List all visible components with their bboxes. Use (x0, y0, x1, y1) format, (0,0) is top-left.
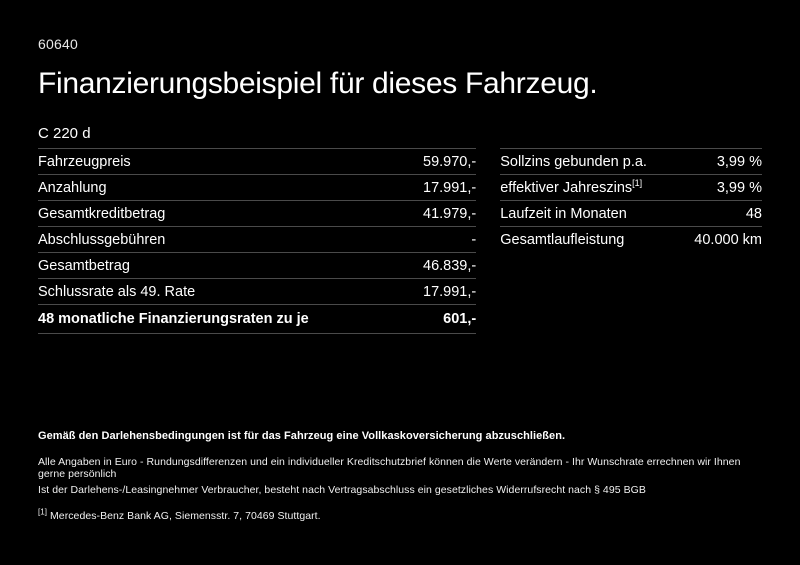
row-value: 3,99 % (716, 179, 762, 196)
footnote-reference (38, 507, 762, 522)
table-row (38, 226, 476, 252)
page-title: Finanzierungsbeispiel für dieses Fahrzeug. (38, 67, 598, 100)
row-value: 48 (745, 205, 762, 222)
row-label-text: effektiver Jahreszins (500, 179, 633, 196)
table-row (38, 200, 476, 226)
table-row (38, 174, 476, 200)
footnote-marker: [1] (632, 177, 643, 188)
finance-tables (38, 148, 762, 334)
monthly-rate-row (38, 304, 476, 334)
row-label: Gesamtbetrag (38, 257, 130, 274)
row-value: 59.970,- (423, 153, 477, 170)
finance-table-left (38, 148, 476, 334)
table-row (38, 278, 476, 304)
row-label: Gesamtkreditbetrag (38, 205, 166, 222)
row-label: Sollzins gebunden p.a. (500, 153, 647, 170)
row-value: 17.991,- (423, 283, 477, 300)
row-value: 40.000 km (694, 231, 762, 248)
footnote-insurance-note: Gemäß den Darlehensbedingungen ist für das Fahrzeug eine Vollkaskoversicherung abzuschließen. (38, 430, 566, 442)
finance-table-right (500, 148, 762, 252)
row-label: Gesamtlaufleistung (500, 231, 625, 248)
document-id: 60640 (38, 36, 78, 52)
footnote-line-2: Ist der Darlehens-/Leasingnehmer Verbraucher, besteht nach Vertragsabschluss ein gesetzliches Widerrufsrecht nach § 495 BGB (38, 484, 646, 496)
footnotes-block (38, 430, 762, 522)
row-label: Schlussrate als 49. Rate (38, 283, 196, 300)
footnote-reference-text: Mercedes-Benz Bank AG, Siemensstr. 7, 70469 Stuttgart. (50, 510, 321, 522)
row-label: Fahrzeugpreis (38, 153, 131, 170)
table-row (38, 148, 476, 174)
table-row (500, 148, 762, 174)
table-row (500, 226, 762, 252)
table-row (500, 200, 762, 226)
footnote-marker: [1] (38, 507, 48, 517)
table-row (38, 252, 476, 278)
row-label: Abschlussgebühren (38, 231, 166, 248)
row-label: Anzahlung (38, 179, 107, 196)
row-value: 601,- (443, 310, 477, 327)
row-value: 3,99 % (716, 153, 762, 170)
row-value: 41.979,- (423, 205, 477, 222)
row-label: 48 monatliche Finanzierungsraten zu je (38, 310, 309, 327)
row-value: 46.839,- (423, 257, 477, 274)
row-value: - (471, 231, 477, 248)
footnote-line-1: Alle Angaben in Euro - Rundungsdifferenzen und ein individueller Kreditschutzbrief können die Werte verändern - Ihr Wunschrate errechnen wir Ihnen gerne persönlich (38, 456, 741, 480)
vehicle-model-label: C 220 d (38, 124, 91, 142)
row-value: 17.991,- (423, 179, 477, 196)
row-label: Laufzeit in Monaten (500, 205, 627, 222)
table-row (500, 174, 762, 200)
row-label (500, 177, 643, 196)
